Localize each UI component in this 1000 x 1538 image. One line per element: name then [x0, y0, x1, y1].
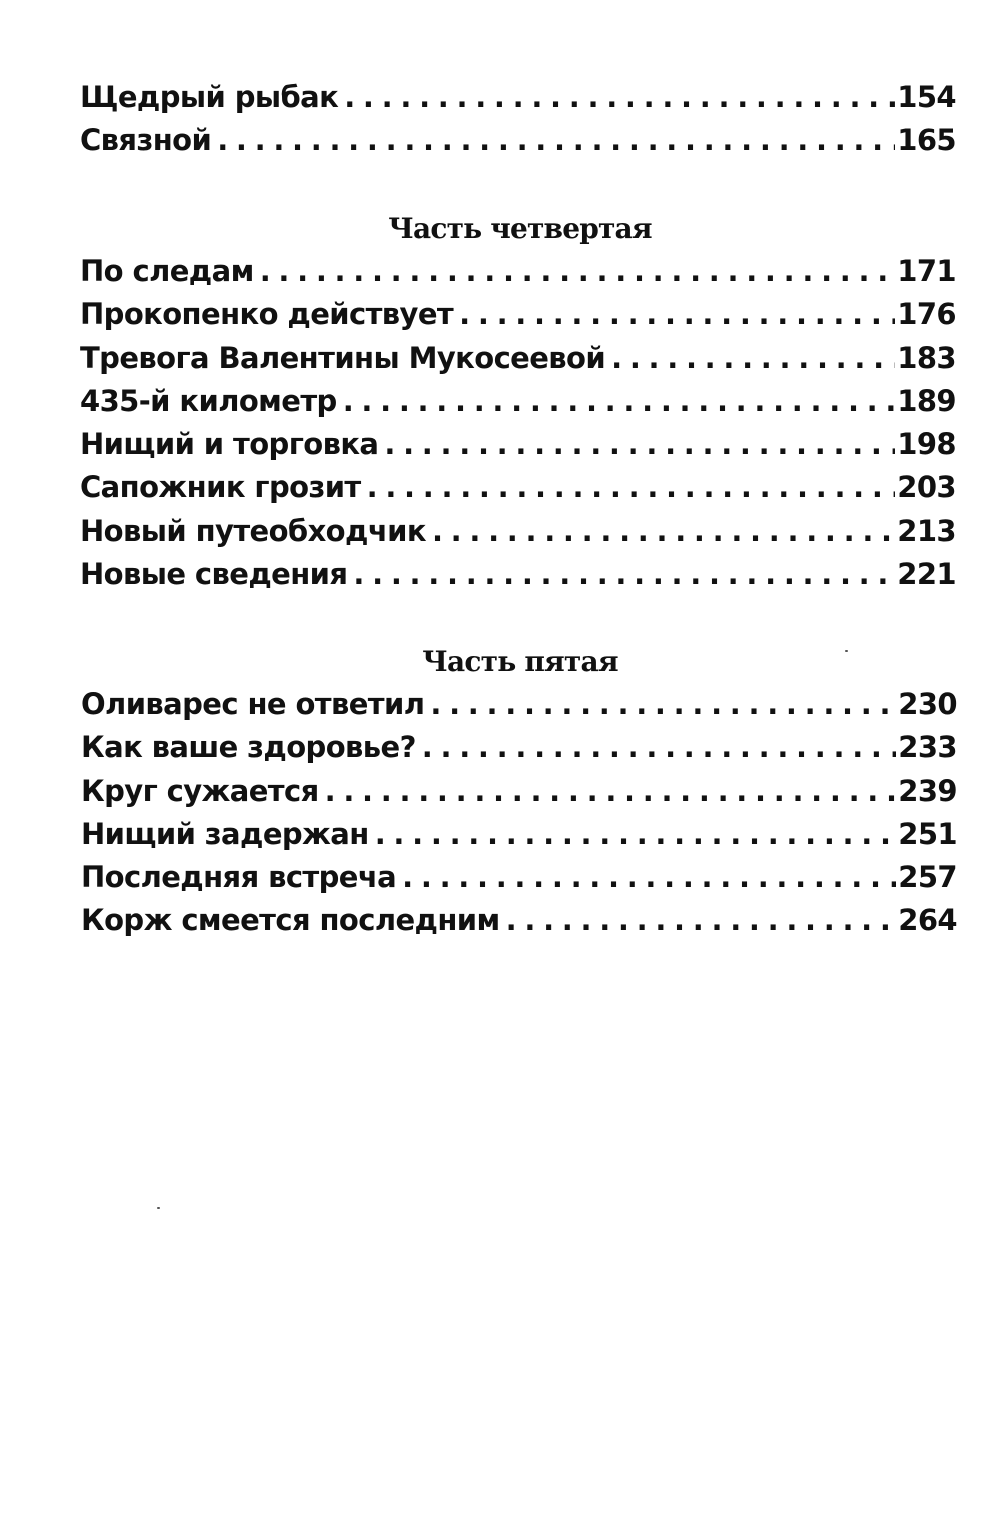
entry-title: Сапожник грозит — [80, 470, 361, 505]
entry-page-number: 189 — [897, 383, 956, 418]
entry-page-number: 251 — [898, 816, 957, 851]
entry-page-number: 230 — [898, 687, 957, 721]
dot-leader — [432, 514, 895, 548]
entry-title: Круг сужается — [81, 773, 319, 808]
entry-page-number: 239 — [898, 773, 957, 808]
entry-title: Прокопенко действует — [80, 297, 454, 332]
dot-leader — [402, 860, 896, 894]
entry-title: По следам — [80, 254, 254, 288]
toc-entry — [80, 384, 956, 427]
dot-leader — [353, 557, 895, 591]
entry-page-number: 165 — [897, 123, 956, 158]
dot-leader — [325, 774, 897, 808]
dot-leader — [430, 687, 896, 721]
entry-page-number: 183 — [897, 340, 956, 375]
toc-entry — [80, 341, 956, 384]
toc-entry — [81, 903, 957, 946]
entry-page-number: 233 — [898, 730, 957, 765]
part-four-heading: Часть четвертая — [388, 212, 652, 245]
dot-leader — [459, 297, 895, 331]
entry-title: Как ваше здоровье? — [81, 730, 416, 765]
toc-entry — [80, 427, 956, 470]
entry-page-number: 203 — [897, 470, 956, 505]
entry-page-number: 171 — [897, 254, 956, 288]
toc-entry — [80, 514, 956, 557]
entry-title: Последняя встреча — [81, 860, 397, 895]
toc-block-continued — [80, 80, 956, 167]
entry-page-number: 176 — [897, 297, 956, 332]
entry-title: Тревога Валентины Мукосеевой — [80, 340, 606, 375]
dot-leader — [367, 470, 896, 504]
toc-entry — [81, 817, 957, 860]
toc-entry — [80, 80, 956, 123]
toc-entry — [81, 774, 957, 817]
toc-entry — [81, 687, 957, 730]
entry-page-number: 257 — [898, 860, 957, 895]
dot-leader — [344, 80, 895, 114]
dot-leader — [384, 427, 895, 461]
entry-page-number: 221 — [897, 557, 956, 592]
entry-title: Нищий и торговка — [80, 427, 379, 462]
toc-entry — [80, 470, 956, 513]
dot-leader — [611, 341, 895, 375]
toc-entry — [80, 297, 956, 340]
toc-block-part-four — [80, 254, 956, 600]
entry-page-number: 264 — [898, 903, 957, 938]
toc-entry — [80, 123, 956, 166]
entry-title: Щедрый рыбак — [80, 80, 339, 114]
dot-leader — [422, 730, 896, 764]
entry-page-number: 198 — [897, 427, 956, 462]
dot-leader — [343, 384, 896, 418]
part-five-heading: Часть пятая — [422, 645, 618, 678]
dot-leader — [375, 817, 897, 851]
entry-title: Связной — [80, 123, 212, 158]
entry-title: Нищий задержан — [81, 816, 369, 851]
dot-leader — [260, 254, 896, 288]
toc-entry — [81, 730, 957, 773]
dot-leader — [217, 123, 895, 157]
entry-title: Корж смеется последним — [81, 903, 500, 938]
scan-speck — [157, 1207, 160, 1209]
entry-title: Новые сведения — [80, 557, 348, 592]
entry-title: Оливарес не ответил — [81, 687, 425, 721]
scan-speck — [845, 650, 848, 652]
toc-entry — [81, 860, 957, 903]
entry-title: Новый путеобходчик — [80, 513, 426, 548]
toc-entry — [80, 254, 956, 297]
entry-page-number: 213 — [897, 513, 956, 548]
toc-block-part-five — [81, 687, 957, 947]
dot-leader — [506, 903, 897, 937]
entry-page-number: 154 — [897, 80, 956, 114]
entry-title: 435-й километр — [80, 383, 337, 418]
toc-entry — [80, 557, 956, 600]
